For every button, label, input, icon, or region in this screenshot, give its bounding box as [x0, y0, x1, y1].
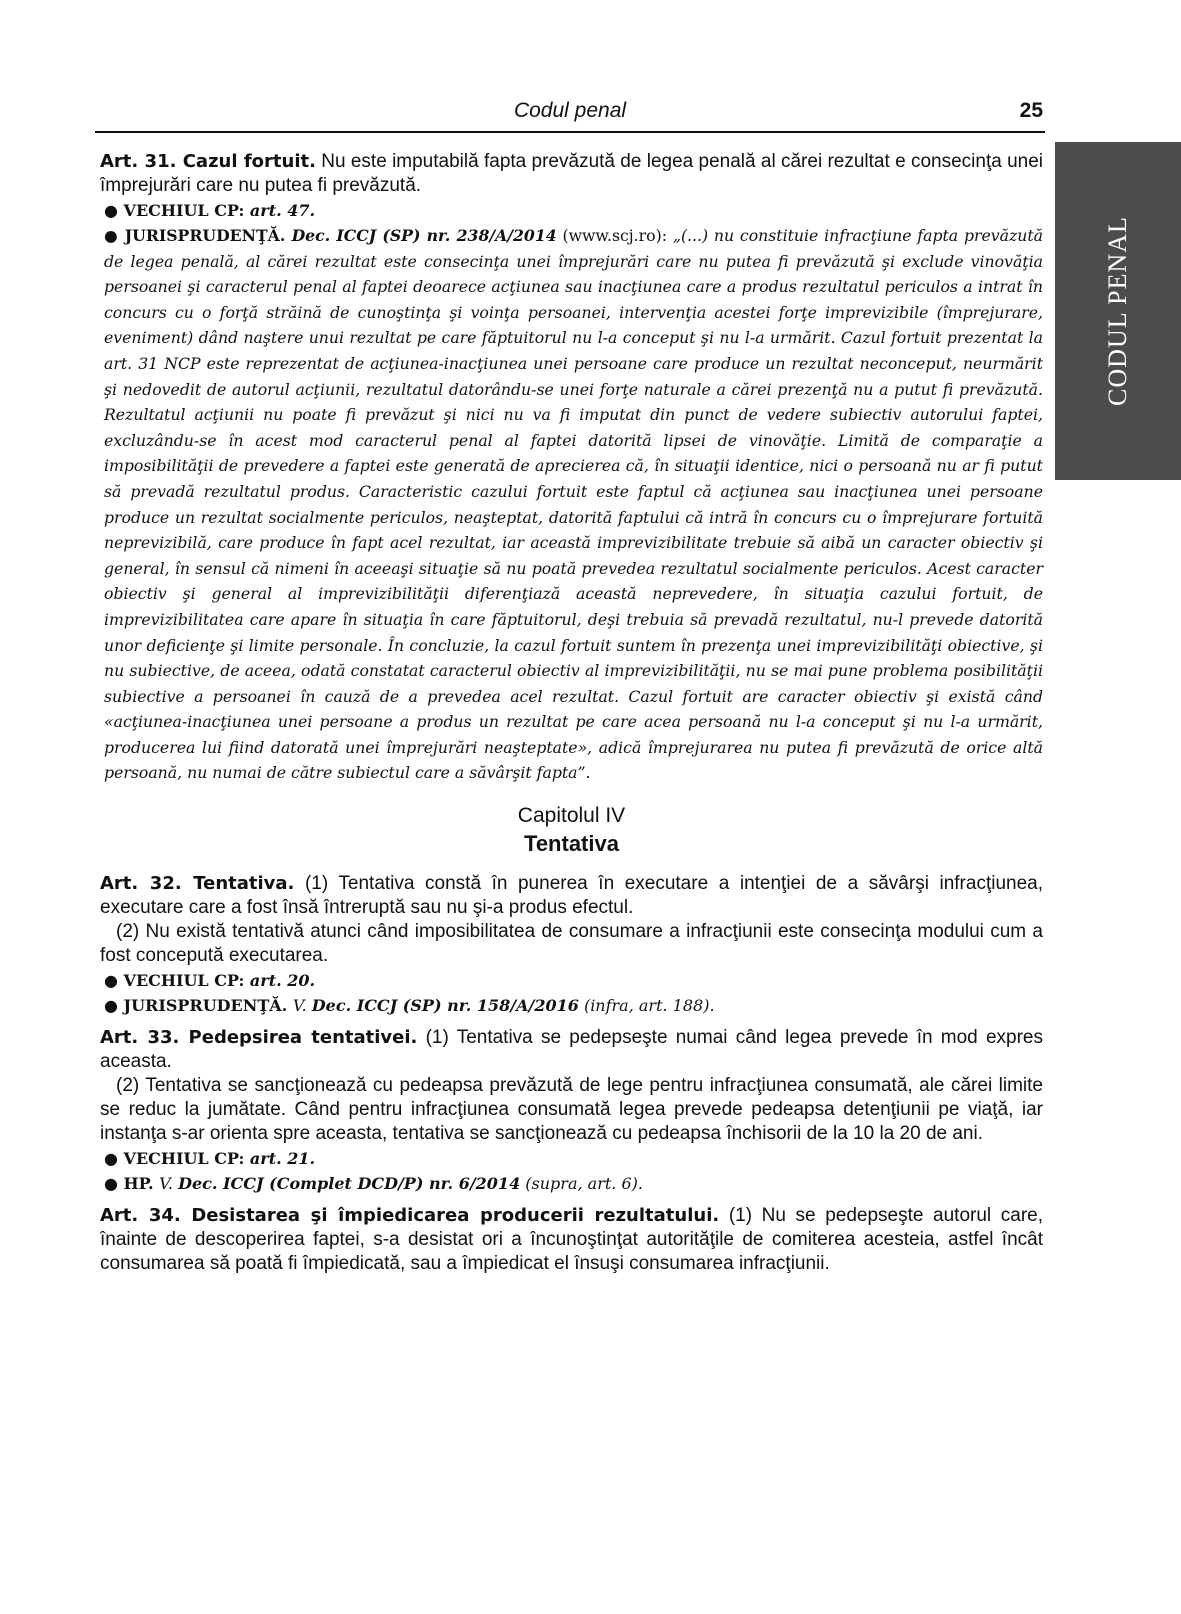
jurisprudence-source: (www.scj.ro):: [556, 226, 673, 245]
article-33: [100, 1026, 1043, 1074]
jurisprudence-ref-suffix: (infra, art. 188).: [578, 996, 715, 1016]
chapter-title: Tentativa: [524, 831, 619, 857]
jurisprudence-label: ● JURISPRUDENŢĂ.: [104, 996, 293, 1016]
article-34-heading: Art. 34. Desistarea şi împiedicarea producerii rezultatului.: [100, 1205, 720, 1227]
article-32-para-2: (2) Nu există tentativă atunci când imposibilitatea de consumare a infracţiunii este consecinţa modului cum a fost concepută executarea.: [100, 921, 1043, 967]
article-31: [100, 150, 1043, 198]
page-content: [100, 150, 1043, 1276]
section-tab: [1055, 142, 1181, 480]
article-33-old-code-note: [104, 1146, 1043, 1171]
jurisprudence-ref-prefix: V.: [292, 996, 312, 1016]
old-code-label: ● VECHIUL CP:: [104, 971, 250, 991]
article-31-old-code-note: [104, 198, 1043, 223]
running-title: Codul penal: [513, 99, 627, 122]
article-31-text: Nu este imputabilă fapta prevăzută de legea penală al cărei rezultat e consecinţa unei împrejurări care nu putea fi prevăzută.: [100, 151, 1044, 196]
old-code-ref: art. 47.: [249, 201, 316, 220]
jurisprudence-ref: Dec. ICCJ (SP) nr. 238/A/2014: [291, 226, 557, 245]
old-code-label: ● VECHIUL CP:: [104, 1149, 250, 1169]
hp-label: ● HP.: [104, 1174, 160, 1194]
section-tab-label: CODUL PENAL: [1103, 216, 1132, 406]
article-32-jurisprudence: [104, 993, 1043, 1018]
article-32: [100, 872, 1043, 920]
article-33-para-2: (2) Tentativa se sancţionează cu pedeapsa prevăzută de lege pentru infracţiunea consumată, ale cărei limite se reduc la jumătate. Când pentru infracţiunea consumată legea prevede pedeapsa detenţiunii pe viaţă, iar instanţa s-ar orienta spre aceasta, tentativa se sancţionează cu pedeapsa închisorii de la 10 la 20 de ani.: [100, 1075, 1043, 1145]
running-header: [95, 97, 1045, 133]
jurisprudence-ref: Dec. ICCJ (SP) nr. 158/A/2016: [311, 996, 579, 1016]
old-code-label: ● VECHIUL CP:: [104, 201, 250, 220]
chapter-number: Capitolul IV: [517, 804, 626, 828]
article-32-heading: Art. 32. Tentativa.: [100, 873, 295, 895]
hp-ref: Dec. ICCJ (Complet DCD/P) nr. 6/2014: [178, 1174, 521, 1194]
chapter-heading: [100, 802, 1043, 858]
article-34: [100, 1204, 1043, 1276]
hp-ref-prefix: V.: [159, 1174, 179, 1194]
article-33-para-1: (1) Tentativa se pedepseşte numai când legea prevede în mod expres aceasta.: [100, 1027, 1044, 1073]
article-31-jurisprudence: [104, 223, 1043, 786]
old-code-ref: art. 20.: [249, 971, 316, 991]
jurisprudence-text: „(...) nu constituie infracţiune fapta prevăzută de legea penală, al cărei rezultat este consecinţa unei împrejurări care nu putea fi prevăzută şi exclude vinovăţia persoanei şi caracterul penal al faptei deoarece acţiunea sau inacţiunea care a produs rezultatul periculos a intrat în concurs cu o forţă străină de cunoştinţa şi voinţa persoanei, intervenţia acestei forţe imprevizibile (împrejurare, eveniment) dând naştere unui rezultat pe care făptuitorul nu l-a conceput şi nu l-a urmărit. Cazul fortuit prezentat la art. 31 NCP este reprezentat de acţiunea-inacţiunea unei persoane care produce un rezultat neconceput, neurmărit şi nedovedit de autorul acţiunii, rezultatul datorându-se unei forţe naturale a cărei prezenţă nu a putut fi prevăzută. Rezultatul acţiunii nu poate fi prevăzut şi nici nu va fi imputat din punct de vedere subiectiv autorului faptei, excluzându-se în acest mod caracterul penal al faptei datorită lipsei de vinovăţie. Limită de comparaţie a imposibilităţii de prevedere a faptei este generată de aprecierea că, în situaţii identice, nici o persoană nu ar fi putut să prevadă rezultatul produs. Caracteristic cazului fortuit este faptul că acţiunea sau inacţiunea unei persoane produce un rezultat socialmente periculos, neaşteptat, datorită faptului că intră în concurs cu o împrejurare fortuită neprevizibilă, care produce în fapt acel rezultat, iar această imprevizibilitate trebuie să aibă un caracter obiectiv şi general, în sensul că nimeni în aceeaşi situaţie să nu poată prevedea rezultatul socialmente periculos. Acest caracter obiectiv şi general al imprevizibilităţii diferenţiază această neprevedere, în situaţia cazului fortuit, de imprevizibilitatea care apare în situaţia în care făptuitorul, deşi trebuia să prevadă rezultatul, nu-l prevede datorită unor deficienţe şi limite personale. În concluzie, la cazul fortuit suntem în prezenţa unei imprevizibilităţi obiective, şi nu subiective, de aceea, odată constatat caracterul obiectiv al imprevizibilităţii, nu se mai pune problema posibilităţii subiective a persoanei în cauză de a prevedea acel rezultat. Cazul fortuit are caracter obiectiv şi există când «acţiunea-inacţiunea unei persoane a produs un rezultat pe care acea persoană nu l-a conceput şi nu l-a urmărit, producerea lui fiind datorată unei împrejurări neaşteptate», adică împrejurarea nu putea fi prevăzută de orice altă persoană, nu numai de către subiectul care a săvârşit fapta”.: [104, 226, 1044, 783]
article-32-para-1: (1) Tentativa constă în punerea în executare a intenţiei de a săvârşi infracţiunea, executare care a fost însă întreruptă sau nu şi-a produs efectul.: [100, 873, 1043, 919]
article-31-heading: Art. 31. Cazul fortuit.: [100, 151, 316, 172]
article-33-heading: Art. 33. Pedepsirea tentativei.: [100, 1027, 418, 1049]
page-number: 25: [1019, 99, 1043, 122]
jurisprudence-label: ● JURISPRUDENŢĂ.: [104, 226, 292, 245]
hp-ref-suffix: (supra, art. 6).: [520, 1174, 643, 1194]
old-code-ref: art. 21.: [249, 1149, 316, 1169]
article-32-old-code-note: [104, 968, 1043, 993]
article-34-para-1: (1) Nu se pedepseşte autorul care, înainte de descoperirea faptei, s-a desistat ori a încunoştinţat autorităţile de comiterea acesteia, astfel încât consumarea să poată fi împiedicată, sau a împiedicat el însuşi consumarea infracţiunii.: [100, 1205, 1043, 1275]
article-33-hp-note: [104, 1171, 1043, 1196]
